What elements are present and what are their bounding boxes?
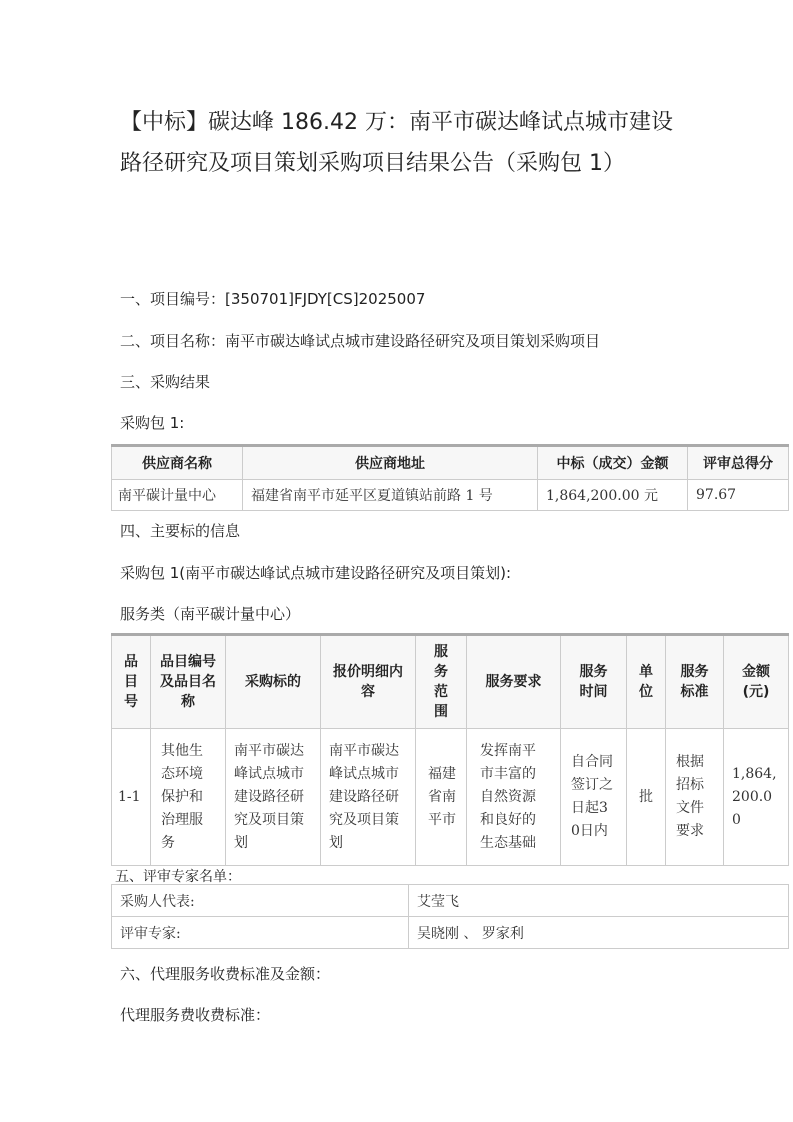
fee-standard-label: 代理服务费收费标准：	[120, 1006, 271, 1024]
project-number: 一、项目编号：[350701]FJDY[CS]2025007	[120, 290, 426, 308]
header-cell: 服务范围	[416, 635, 467, 729]
table-row	[112, 480, 789, 511]
service-requirement: 发挥南平市丰富的自然资源和良好的生态基础	[467, 729, 561, 866]
purchaser-representative: 艾莹飞	[409, 885, 789, 917]
header-cell: 供应商地址	[243, 446, 538, 480]
score: 97.67	[688, 480, 789, 511]
table-header-row	[112, 446, 789, 480]
project-name: 二、项目名称：南平市碳达峰试点城市建设路径研究及项目策划采购项目	[120, 332, 601, 350]
header-cell: 品目编号及品目名称	[151, 635, 226, 729]
header-cell: 报价明细内容	[321, 635, 416, 729]
item-number: 1-1	[112, 729, 151, 866]
header-cell: 采购标的	[226, 635, 321, 729]
quote-detail: 南平市碳达峰试点城市建设路径研究及项目策划	[321, 729, 416, 866]
section-heading-items: 四、主要标的信息	[120, 522, 241, 540]
section-heading-results: 三、采购结果	[120, 373, 211, 391]
service-type-label: 服务类（南平碳计量中心）	[120, 605, 301, 623]
bid-amount: 1,864,200.00 元	[538, 480, 688, 511]
header-cell: 中标（成交）金额	[538, 446, 688, 480]
header-cell: 供应商名称	[112, 446, 243, 480]
header-cell: 品目号	[112, 635, 151, 729]
table-row	[112, 729, 789, 866]
item-table	[111, 633, 789, 866]
service-time: 自合同签订之日起30日内	[561, 729, 627, 866]
section-heading-fees: 六、代理服务收费标准及金额：	[120, 965, 331, 983]
result-table	[111, 444, 789, 511]
header-cell: 服务时间	[561, 635, 627, 729]
item-name: 其他生态环境保护和治理服务	[151, 729, 226, 866]
label-cell: 评审专家:	[112, 917, 409, 949]
label-cell: 采购人代表:	[112, 885, 409, 917]
supplier-address: 福建省南平市延平区夏道镇站前路 1 号	[243, 480, 538, 511]
table-row	[112, 917, 789, 949]
service-standard: 根据招标文件要求	[666, 729, 724, 866]
amount: 1,864,200.00	[724, 729, 789, 866]
package-label: 采购包 1:	[120, 414, 185, 432]
service-scope: 福建省南平市	[416, 729, 467, 866]
table-row	[112, 885, 789, 917]
expert-table	[111, 884, 789, 949]
package-detail-label: 采购包 1(南平市碳达峰试点城市建设路径研究及项目策划):	[120, 564, 512, 582]
header-cell: 服务要求	[467, 635, 561, 729]
page-title: 【中标】碳达峰 186.42 万：南平市碳达峰试点城市建设路径研究及项目策划采购项目结果公告（采购包 1）	[120, 110, 673, 176]
unit: 批	[627, 729, 666, 866]
supplier-name: 南平碳计量中心	[112, 480, 243, 511]
table-header-row	[112, 635, 789, 729]
header-cell: 服务标准	[666, 635, 724, 729]
procurement-subject: 南平市碳达峰试点城市建设路径研究及项目策划	[226, 729, 321, 866]
header-cell: 单位	[627, 635, 666, 729]
header-cell: 金额(元)	[724, 635, 789, 729]
section-heading-experts: 五、评审专家名单：	[115, 869, 241, 885]
header-cell: 评审总得分	[688, 446, 789, 480]
review-experts: 吴晓刚 、 罗家利	[409, 917, 789, 949]
